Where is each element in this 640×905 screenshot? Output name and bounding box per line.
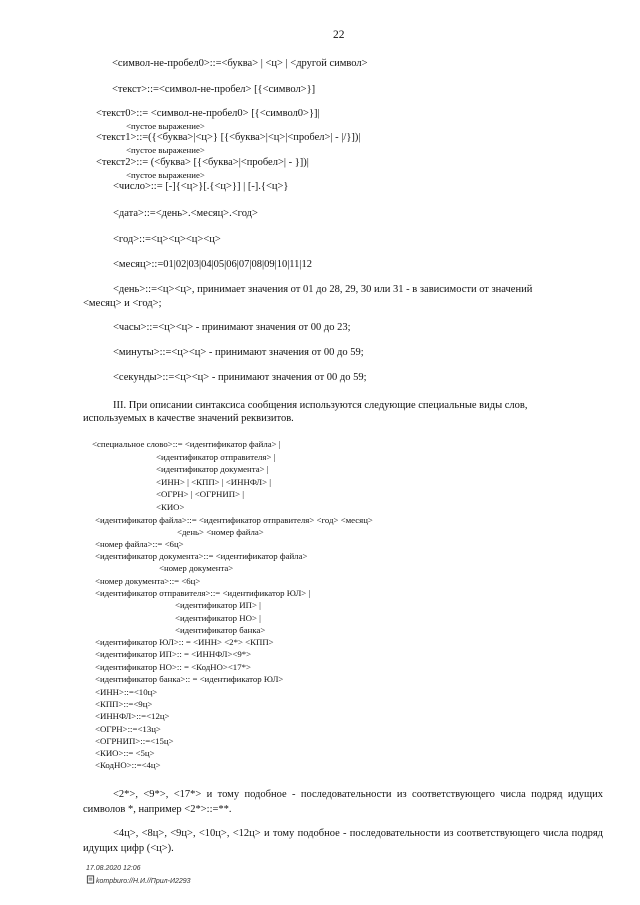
footer-timestamp: 17.08.2020 12:06 [86, 865, 141, 872]
grammar-line: <КодНО>::=<4ц> [95, 760, 161, 770]
document-icon [86, 875, 95, 884]
grammar-line: <идентификатор ЮЛ>:: = <ИНН> <2*> <КПП> [95, 637, 274, 647]
grammar-line: <номер документа>::= <6ц> [95, 576, 201, 586]
grammar-line: <ОГРН> | <ОГРНИП> | [156, 489, 245, 499]
grammar-line: <КИО> [156, 502, 185, 512]
grammar-line: <ИНН>::=<10ц> [95, 687, 158, 697]
grammar-line: <дата>::=<день>.<месяц>.<год> [113, 208, 258, 219]
grammar-line: <год>::=<ц><ц><ц><ц> [113, 234, 221, 245]
grammar-line: <пустое выражение> [126, 145, 205, 155]
grammar-line: <день> <номер файла> [177, 527, 264, 537]
grammar-line: <номер файла>::= <6ц> [95, 539, 184, 549]
grammar-line: <день>::=<ц><ц>, принимает значения от 01 до 28, 29, 30 или 31 - в зависимости от значений [113, 284, 533, 295]
grammar-line: <пустое выражение> [126, 121, 205, 131]
grammar-line: <идентификатор отправителя> | [156, 452, 276, 462]
grammar-line: <месяц> и <год>; [83, 298, 162, 309]
grammar-line: <текст0>::= <символ-не-пробел0> [{<символ0>}]| [96, 108, 320, 119]
grammar-line: <идентификатор ИП> | [175, 600, 261, 610]
grammar-line: <номер документа> [159, 563, 234, 573]
grammar-line: <пустое выражение> [126, 170, 205, 180]
paragraph-star-sequences: <2*>, <9*>, <17*> и тому подобное - последовательности из соответствующего числа подряд идущих символов *, например <2*>::=**. [83, 789, 603, 815]
grammar-line: <идентификатор НО>:: = <КодНО><17*> [95, 662, 251, 672]
grammar-line: <КПП>::=<9ц> [95, 699, 153, 709]
grammar-line: <месяц>::=01|02|03|04|05|06|07|08|09|10|11|12 [113, 259, 313, 270]
grammar-line: <идентификатор ИП>:: = <ИННФЛ><9*> [95, 649, 252, 659]
grammar-line: <секунды>::=<ц><ц> - принимают значения от 00 до 59; [113, 372, 367, 383]
grammar-line: <текст>::=<символ-не-пробел> [{<символ>}] [112, 84, 316, 95]
grammar-line: <ОГРН>::=<13ц> [95, 724, 161, 734]
footer-stamp-text: kompburo://Н.И.//Прил-И2293 [96, 878, 191, 885]
grammar-line: <идентификатор банка>:: = <идентификатор ЮЛ> [95, 674, 284, 684]
footer-stamp [86, 875, 191, 885]
paragraph-digit-sequences: <4ц>, <8ц>, <9ц>, <10ц>, <12ц> и тому подобное - последовательности из соответствующего числа подряд идущих цифр (<ц>). [83, 828, 603, 854]
grammar-line: <идентификатор документа> | [156, 464, 269, 474]
grammar-line: <число>::= [-]{<ц>}[.{<ц>}] | [-].{<ц>} [113, 181, 289, 192]
grammar-line: <идентификатор файла>::= <идентификатор отправителя> <год> <месяц> [95, 515, 373, 525]
grammar-line: <идентификатор банка> [175, 625, 266, 635]
grammar-line: <текст2>::= (<буква> [{<буква>|<пробел>| - }])| [96, 157, 309, 168]
section-paragraph: III. При описании синтаксиса сообщения используются следующие специальные виды слов, [113, 400, 528, 411]
grammar-line: <минуты>::=<ц><ц> - принимают значения от 00 до 59; [113, 347, 364, 358]
grammar-line: <идентификатор НО> | [175, 613, 261, 623]
grammar-line: <ИННФЛ>::=<12ц> [95, 711, 170, 721]
grammar-line: <специальное слово>::= <идентификатор файла> | [92, 439, 281, 449]
grammar-line: <идентификатор документа>::= <идентификатор файла> [95, 551, 308, 561]
section-paragraph: используемых в качестве значений реквизитов. [83, 413, 294, 424]
grammar-line: <часы>::=<ц><ц> - принимают значения от 00 до 23; [113, 322, 351, 333]
grammar-line: <символ-не-пробел0>::=<буква> | <ц> | <другой символ> [112, 58, 368, 69]
grammar-line: <КИО>::= <5ц> [95, 748, 155, 758]
page-number: 22 [333, 29, 345, 41]
grammar-line: <текст1>::=({<буква>|<ц>} [{<буква>|<ц>|<пробел>| - |/}])| [96, 132, 361, 143]
grammar-line: <ИНН> | <КПП> | <ИННФЛ> | [156, 477, 271, 487]
grammar-line: <ОГРНИП>::=<15ц> [95, 736, 174, 746]
grammar-line: <идентификатор отправителя>::= <идентификатор ЮЛ> | [95, 588, 311, 598]
